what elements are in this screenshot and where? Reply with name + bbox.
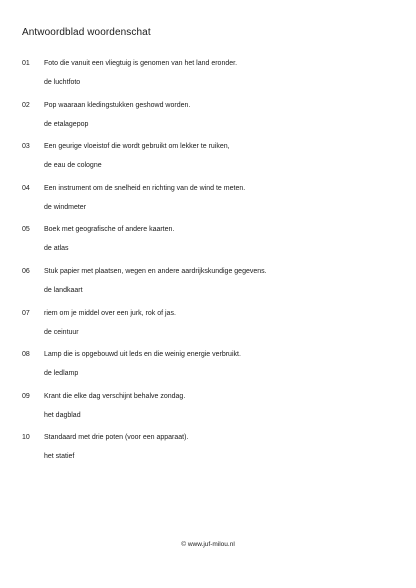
- item-number: 03: [22, 143, 30, 151]
- item-number: 04: [22, 184, 30, 192]
- vocabulary-item: [22, 309, 402, 351]
- item-answer: de eau de cologne: [44, 162, 102, 170]
- item-answer: de luchtfoto: [44, 79, 81, 86]
- item-number: 10: [22, 434, 30, 442]
- item-answer: de ceintuur: [44, 328, 79, 336]
- item-question: Krant die elke dag verschijnt behalve zondag.: [44, 392, 186, 400]
- vocabulary-item: [22, 350, 402, 392]
- item-question: Pop waaraan kledingstukken geshowd worden.: [44, 101, 191, 109]
- item-answer: de atlas: [44, 245, 69, 253]
- vocabulary-item: [22, 59, 402, 101]
- copyright-footer: © www.juf-milou.nl: [181, 541, 235, 548]
- item-number: 05: [22, 226, 30, 234]
- item-question: Een instrument om de snelheid en richting van de wind te meten.: [44, 184, 246, 192]
- vocabulary-item: [22, 267, 402, 309]
- item-question: Boek met geografische of andere kaarten.: [44, 226, 175, 234]
- page-title: Antwoordblad woordenschat: [22, 27, 151, 38]
- item-number: 02: [22, 101, 30, 109]
- vocabulary-list: [22, 59, 402, 475]
- vocabulary-item: [22, 433, 402, 475]
- vocabulary-item: [22, 392, 402, 434]
- item-question: Lamp die is opgebouwd uit leds en die weinig energie verbruikt.: [44, 351, 241, 359]
- item-answer: de etalagepop: [44, 120, 89, 128]
- item-question: riem om je middel over een jurk, rok of jas.: [44, 309, 176, 317]
- item-question: Standaard met drie poten (voor een apparaat).: [44, 434, 189, 442]
- item-answer: de ledlamp: [44, 370, 79, 378]
- item-answer: het dagblad: [44, 411, 81, 419]
- item-answer: de windmeter: [44, 203, 87, 211]
- item-number: 07: [22, 309, 30, 317]
- vocabulary-item: [22, 142, 402, 184]
- item-question: Een geurige vloeistof die wordt gebruikt om lekker te ruiken,: [44, 143, 230, 151]
- vocabulary-item: [22, 225, 402, 267]
- item-answer: het statief: [44, 453, 75, 461]
- item-number: 08: [22, 351, 30, 359]
- vocabulary-item: [22, 184, 402, 226]
- item-number: 09: [22, 392, 30, 400]
- item-number: 06: [22, 267, 30, 275]
- vocabulary-item: [22, 101, 402, 143]
- item-number: 01: [22, 60, 30, 67]
- item-question: Stuk papier met plaatsen, wegen en andere aardrijkskundige gegevens.: [44, 267, 267, 275]
- item-question: Foto die vanuit een vliegtuig is genomen van het land eronder.: [44, 60, 238, 67]
- item-answer: de landkaart: [44, 286, 83, 294]
